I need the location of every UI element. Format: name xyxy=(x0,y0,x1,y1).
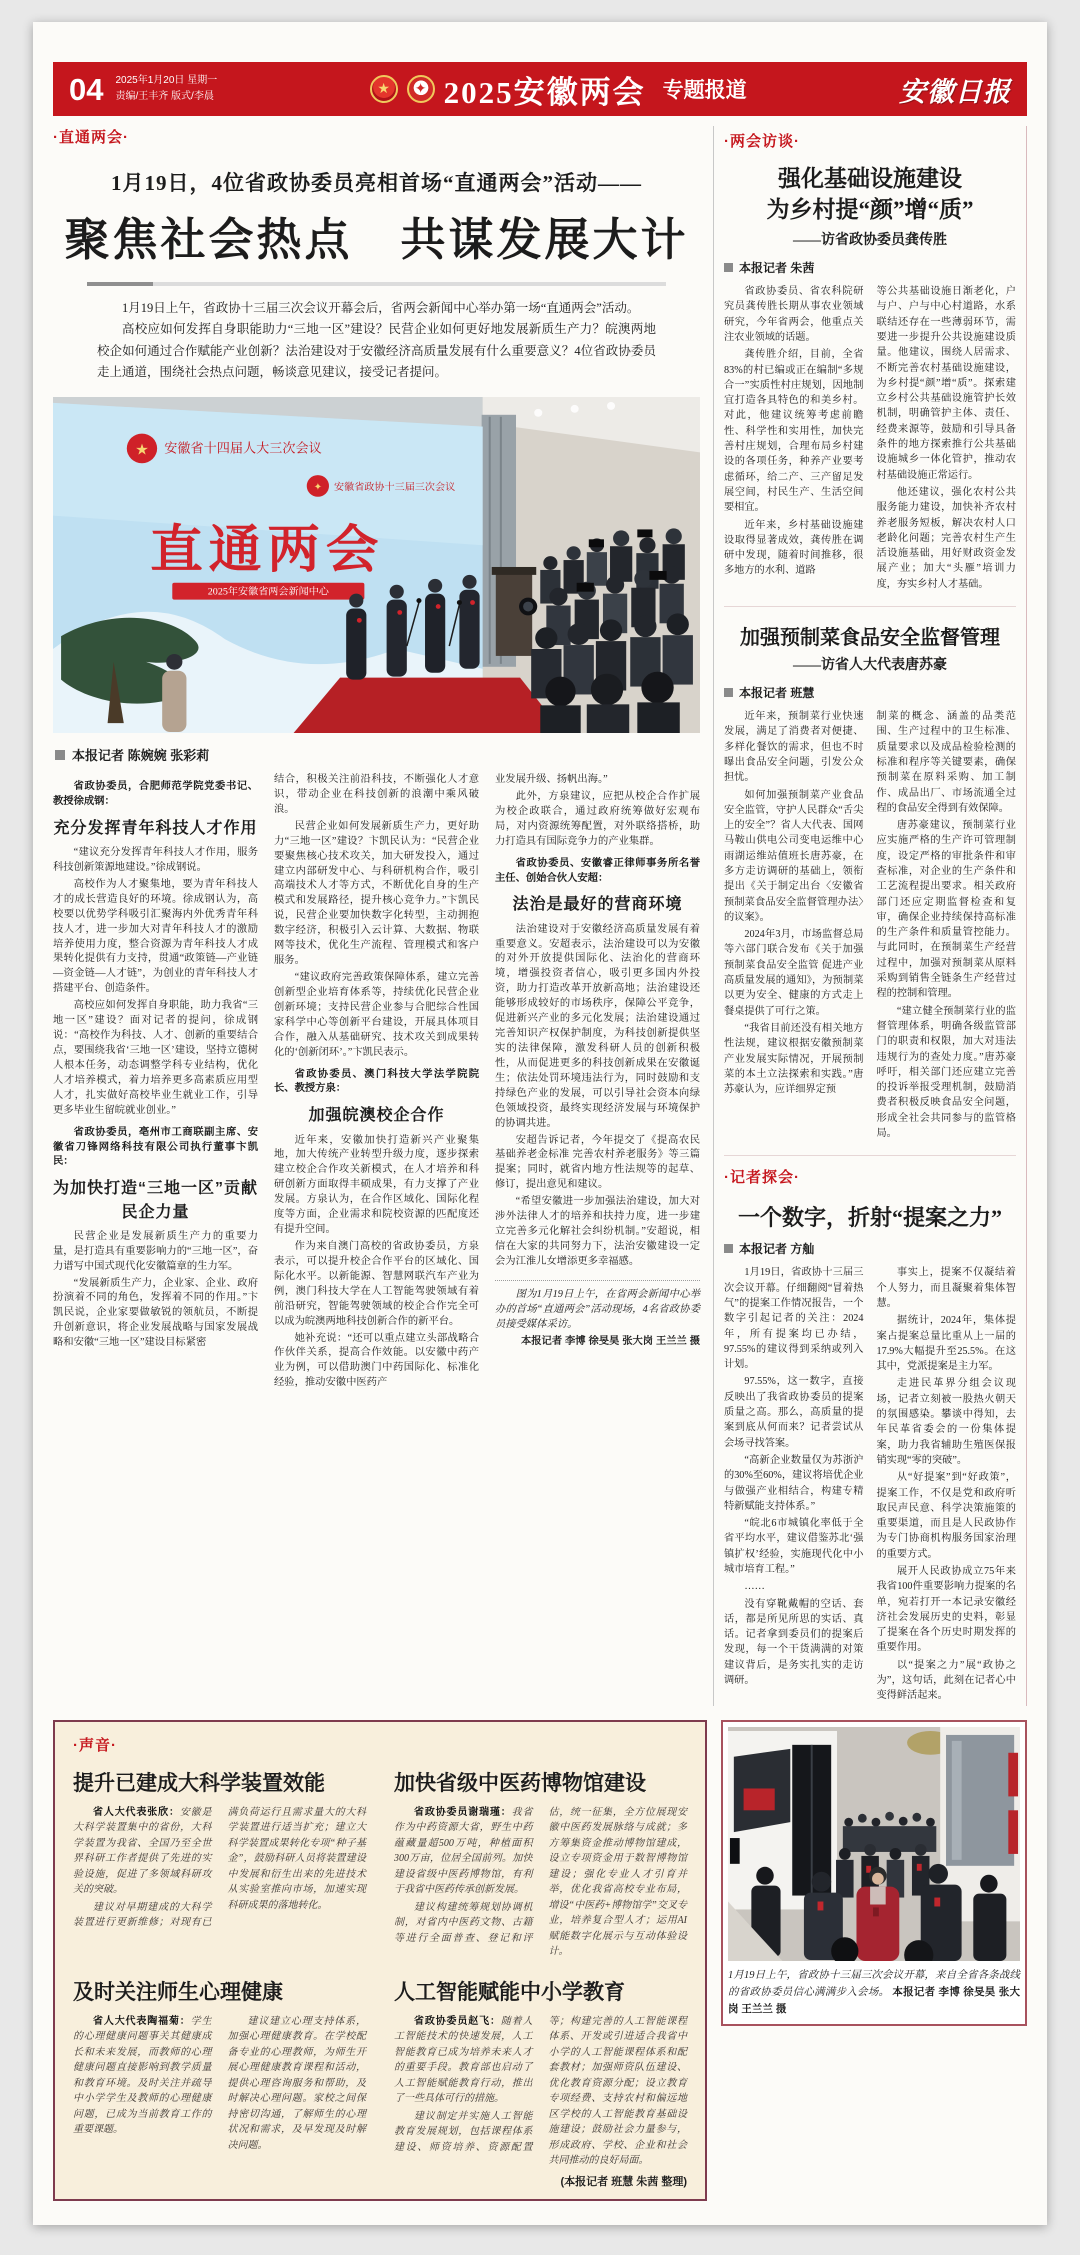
voice-paragraph: 建议构建统筹规划协调机制，对省内中医药文物、古籍等进行全面普查、登记和评估，统一征集，全方位展现安徽中医药发展脉络与成就；多方筹集资金推动博物馆建成，设立专项资金用于数智博物馆建设；强化专业人才引育并举，优化我省高校专业布局，增设“中医药+博物馆学”交叉专业，培养复合型人才；运用AI赋能数字化展示与互动体验设计。 xyxy=(394,1806,687,1958)
article-paragraph: 民营企业如何发展新质生产力，更好助力“三地一区”建设？卞凯民认为：“民营企业要聚焦核心技术攻关，加大研发投入，通过建立内部研发中心、与科研机构合作，吸引高端技术人才等方式，不断优化自身的生产模式和发展路径，提升核心竞争力。”卞凯民说，民营企业要加快数字化转型，主动拥抱数字经济，积极引入云计算、大数据、物联网等技术，优化生产流程、管理模式和客户服务。 xyxy=(274,820,479,967)
article-paragraph: 等公共基础设施日渐老化，户与户、户与中心村道路，水系联结还存在一些薄弱环节，需要进一步提升公共设施建设质量。他建议，围绕人居需求、不断完善农村基础设施建设，为乡村提“颜”增“质”。探索建立乡村公共基础设施管护长效机制，明确管护主体、责任、经费来源等，鼓励和引导具备条件的地方探索推行公共基础设施城乡一体化管护，推动农村基础设施正常运行。 xyxy=(876,286,1016,481)
article-paragraph: “高新企业数量仅为苏浙沪的30%至60%，建议将培优企业与做强产业相结合，构建专精特新赋能支持体系。” xyxy=(724,1454,864,1512)
article-paragraph: 没有穿靴戴帽的空话、套话，都是所见所思的实话、真话。记者拿到委员们的提案后发现，每一个干货满满的对策建议背后，是务实扎实的走访调研。 xyxy=(724,1598,864,1687)
article-paragraph: 如何加强预制菜产业食品安全监管，守护人民群众“舌尖上的安全”？省人大代表、国网马鞍山供电公司变电运维中心雨湖运维站值班长唐苏豪，在多方走访调研的基础上，领衔提出《关于制定出台〈安徽省预制菜食品安全监督管理办法〉的议案》。 xyxy=(724,789,864,923)
article-paragraph: 制菜的概念、涵盖的品类范围、生产过程中的卫生标准、质量要求以及成品检验检测的标准和程序等关键要素，确保预制菜在原料采购、加工制作、成品出厂、市场流通全过程的食品安全得到有效保障。 xyxy=(876,711,1016,814)
speaker-intro: 省政协委员，合肥师范学院党委书记、教授徐成钢： xyxy=(53,781,258,807)
voice-title: 人工智能赋能中小学教育 xyxy=(394,1980,625,2004)
voice-title: 加快省级中医药博物馆建设 xyxy=(394,1771,646,1795)
voice-speaker: 省政协委员谢瑞瑾： xyxy=(414,1806,512,1818)
voices-credit: (本报记者 班慧 朱茜 整理) xyxy=(560,2175,687,2188)
article-paragraph: “皖北6市城镇化率低于全省平均水平，建议借鉴苏北‘强镇扩权’经验，实施现代化中小城市培育工程。” xyxy=(724,1518,864,1575)
article-subhead: 加强皖澳校企合作 xyxy=(308,1107,445,1125)
voices-grid xyxy=(73,1761,687,2189)
article-paragraph: “希望安徽进一步加强法治建设，加大对涉外法律人才的培养和扶持力度，进一步建立完善多元化解社会纠纷机制。”安超说，相信在大家的共同努力下，法治安徽建设一定会为江淮儿女增添更多幸福感。 xyxy=(495,1196,700,1267)
masthead-logo: 安徽日报 xyxy=(899,76,1011,108)
headline-rule xyxy=(87,282,666,286)
article-paragraph: 高校作为人才聚集地，要为青年科技人才的成长营造良好的环境。徐成钢认为，高校要以优势学科吸引汇聚海内外优秀青年科技人才，进一步加大对青年科技人才的激励培养使用力度，整合资源为青年科技人才成果转化提供有力支持，贯通“政策链—产业链—资金链—人才链”，为创业的青年科技人才搭建平台、创造条件。 xyxy=(53,878,258,995)
interview1-col-a xyxy=(724,284,864,594)
speaker-intro: 省政协委员，亳州市工商联副主席、安徽省刀锋网络科技有限公司执行董事卞凯民： xyxy=(53,1126,258,1168)
article-subhead: 为加快打造“三地一区”贡献民企力量 xyxy=(53,1180,259,1221)
voice-body xyxy=(73,1805,366,1931)
voice-paragraph: 建议建立心理支持体系，加强心理健康教育。在学校配备专业的心理教师，为师生开展心理健康教育课程和活动，提供心理咨询服务和帮助，及时解决心理问题。家校之间保持密切沟通，了解师生的心理状况和需求，及早发现及时解决问题。 xyxy=(227,2015,366,2151)
interview1-title-line2: 为乡村提“颜”增“质” xyxy=(766,197,974,223)
article-paragraph: 法治建设对于安徽经济高质量发展有着重要意义。安超表示，法治建设可以为安徽的对外开放提供国际化、法治化的营商环境，增强投资者信心，吸引更多国内外投资，助力打造改革开放新高地；法治建设还能够形成较好的市场秩序，保障公平竞争，促进新兴产业的多元化发展；法治建设通过完善知识产权保护制度，为科技创新提供坚实的法律保障，激发科研人员的创新积极性，从而促进更多的科技创新成果在安徽诞生；依法处罚环境违法行为，同时鼓励和支持绿色产业的发展，可以引导社会资本向绿色领域投资，最终实现经济发展与环境保护的协调共进。 xyxy=(495,923,700,1129)
date-editor-info xyxy=(115,73,217,105)
voice-paragraph: 建议制定并实施人工智能教育发展规划，包括课程体系建设、师资培养、资源配置等；构建完善的人工智能课程体系、开发或引进适合我省中小学的人工智能课程体系和配套教材；加强师资队伍建设、优化教育资源分配；设立教育专项经费、支持农村和偏远地区学校的人工智能教育基础设施建设；鼓励社会力量参与，形成政府、学校、企业和社会共同推动的良好局面。 xyxy=(394,2015,687,2167)
lead-byline xyxy=(55,745,698,764)
article-paragraph: 省政协委员、省农科院研究员龚传胜长期从事农业领域研究，今年省两会，他重点关注农业领域的话题。 xyxy=(724,286,864,343)
kicker-jizhe-tanhui: ·记者探会· xyxy=(724,1169,800,1187)
intro-paragraph: 1月19日上午，省政协十三届三次会议开幕会后，省两会新闻中心举办第一场“直通两会”活动。 xyxy=(122,301,640,315)
article-paragraph: 作为来自澳门高校的省政协委员，方泉表示，可以提升校企合作平台的区域化、国际化水平。以新能源、智慧网联汽车产业为例，澳门科技大学在人工智能驾驶领域有着前沿研究，智能驾驶领域的校企合作完全可以成为皖澳两地科技创新合作的新平台。 xyxy=(274,1241,479,1327)
caption-credit: 本报记者 李博 徐旻昊 张大岗 王兰兰 摄 xyxy=(520,1335,700,1347)
lead-article-columns xyxy=(53,773,700,1393)
article-paragraph: 高校应如何发挥自身职能，助力我省“三地一区”建设？面对记者的提问，徐成钢说：“高校作为科技、人才、创新的重要结合点，要围绕我省‘三地一区’建设，坚持立德树人根本任务，动态调整学科专业结构，优化人才培养模式，着力培养更多高素质应用型人才，扎实做好高校毕业生就业工作，引导更多毕业生留皖就业创业。” xyxy=(53,1000,258,1116)
page-number: 04 xyxy=(69,71,104,107)
article-paragraph: 从“好提案”到“好政策”，提案工作，不仅是党和政府听取民声民意、科学决策施策的重要渠道，而且是人民政协作为专门协商机构服务国家治理的重要方式。 xyxy=(876,1472,1016,1560)
voice-paragraph xyxy=(394,1805,533,1898)
article-paragraph: 业发展升级、扬帆出海。” xyxy=(495,774,608,785)
article-paragraph: 她补充说：“还可以重点建立头部战略合作伙伴关系，提高合作效能。以安徽中药产业为例，可以借助澳门中药国际化、标准化经验，推动安徽中医药产 xyxy=(274,1332,479,1389)
interview1-byline xyxy=(724,259,1016,276)
article-paragraph: 以“提案之力”展“政协之为”，这句话，此刻在记者心中变得鲜活起来。 xyxy=(876,1659,1016,1702)
byline-square-icon xyxy=(724,263,733,272)
voice-speaker: 省人大代表陶福菊： xyxy=(93,2015,191,2027)
newspaper-page xyxy=(33,22,1047,2225)
voice-speaker: 省政协委员赵飞： xyxy=(414,2015,501,2027)
page-header-bar xyxy=(53,62,1027,116)
article-paragraph: 97.55%，这一数字，直接反映出了我省政协委员的提案质量之高。那么，高质量的提案到底从何而来？记者尝试从会场寻找答案。 xyxy=(724,1376,864,1449)
article-paragraph: 走进民革界分组会议现场，记者立刻被一股热火朝天的氛围感染。攀谈中得知，去年民革省委会的一份集体提案，助力我省辅助生殖医保报销实现“零的突破”。 xyxy=(876,1378,1016,1466)
voice-paragraph xyxy=(394,2014,533,2107)
interview1-subtitle: ——访省政协委员龚传胜 xyxy=(793,233,947,249)
national-emblem-icon: ★ xyxy=(370,75,398,103)
lead-photo-graphic xyxy=(53,397,700,733)
lead-headline: 聚焦社会热点 共谋发展大计 xyxy=(64,214,689,265)
article-paragraph: 他还建议，强化农村公共服务能力建设，加快补齐农村养老服务短板，解决农村人口老龄化问题；完善农村生产生活设施基础，用好财政资金发展产业；加大“头雁”培训力度，夯实乡村人才基础。 xyxy=(876,486,1016,590)
article-paragraph: “发展新质生产力，企业家、企业、政府扮演着不同的角色，发挥着不同的作用。”卞凯民说，企业家要做敏锐的领航员，不断提升创新意识，将企业发展战略与国家发展战略和安徽“三地一区”建设目标紧密 xyxy=(53,1277,258,1349)
voice-text: 学生的心理健康问题事关其健康成长和未来发展，而教师的心理健康问题直接影响到教学质量和教育环境。及时关注并疏导中小学学生及教师的心理健康问题，已成为当前教育工作的重要课题。 xyxy=(73,2015,212,2136)
cppcc-emblem-icon: ✦ xyxy=(407,75,435,103)
editors-line: 责编/王丰齐 版式/李晨 xyxy=(115,91,214,102)
article-paragraph: 唐苏豪建议，预制菜行业应实施严格的生产许可管理制度，设定严格的审批条件和审查标准，对企业的生产条件和工艺流程提出要求。相关政府部门还应定期监督检查和复审，确保企业持续保持高标准的生产条件和质量管控能力。与此同时，在预制菜生产经营过程中，加强对预制菜从原料采购到销售全链条生产经营过程的控制和管理。 xyxy=(876,820,1016,1000)
caption-text: 1月19日上午，省政协十三届三次会议开幕，来自全省各条战线的省政协委员信心满满步入会场。 xyxy=(728,1969,1020,1998)
article-paragraph: 事实上，提案不仅凝结着个人努力，而且凝聚着集体智慧。 xyxy=(876,1267,1016,1309)
banner-center xyxy=(217,67,899,112)
bottom-photo-graphic xyxy=(728,1727,1020,1961)
article-paragraph: 此外，方泉建议，应把从校企合作扩展为校企政联合，通过政府统筹做好宏观布局，对内资源统筹配置，对外联络搭桥，助力打造具有国际竞争力的产业集群。 xyxy=(495,790,700,847)
interview1-title xyxy=(724,163,1016,225)
voice-text: 我省作为中药资源大省，野生中药蕴藏量超500万吨，种植面积300万亩，位居全国前列。加快建设省级中医药博物馆，有利于我省中医药传承创新发展。 xyxy=(394,1806,533,1896)
article-paragraph: 1月19日，省政协十三届三次会议开幕。仔细翻阅“冒着热气”的提案工作情况报告，一个数字引起记者的关注：2024年，所有提案均已办结，97.55%的建议得到采纳或列入计划。 xyxy=(724,1267,864,1371)
svg-text:✦: ✦ xyxy=(313,481,323,493)
article-paragraph: …… xyxy=(744,1581,765,1593)
article-paragraph: “我省目前还没有相关地方性法规，建议根据安徽预制菜产业发展实际情况，开展预制菜的本土立法探索和实践。”唐苏豪认为，应详细界定预 xyxy=(724,1022,864,1096)
reporter-note-col-a xyxy=(724,1265,864,1705)
voice-text: 安徽是大科学装置集中的省份，大科学装置为我省、全国乃至全世界科研工作者提供了先进的实验设施，促进了多领域科研攻关的突破。 xyxy=(73,1806,212,1896)
lead-article-col-1 xyxy=(53,773,258,1393)
voice-paragraph: 建议对早期建成的大科学装置进行更新维修；对现有已满负荷运行且需求量大的大科学装置进行适当扩充；建立大科学装置成果转化专项“种子基金”，鼓励科研人员将装置建设中发展和衍生出来的先进技术从实验室推向市场，加速实现科研成果的落地转化。 xyxy=(73,1806,366,1929)
voice-body xyxy=(394,1805,687,1960)
article-subhead: 充分发挥青年科技人才作用 xyxy=(53,819,258,837)
caption-credit: 本报记者 李博 徐旻昊 张大岗 王兰兰 摄 xyxy=(728,1985,1020,2016)
byline-text: 本报记者 班慧 xyxy=(739,686,815,701)
article-paragraph: 近年来，安徽加快打造新兴产业聚集地，加大传统产业转型升级力度，逐步探索建立校企合作攻关新模式，在人才培养和科研创新方面取得丰硕成果，有力支撑了产业发展。方泉认为，在合作区域化、国际化程度等方面，企业需求和院校资源的匹配度还有提升空间。 xyxy=(274,1134,479,1236)
voice-item-science-devices xyxy=(73,1761,366,1960)
article-paragraph: “建立健全预制菜行业的监督管理体系，明确各级监管部门的职责和权限，加大对违法违规行为的查处力度。”唐苏豪呼吁，相关部门还应建立完善的投诉举报受理机制，鼓励消费者积极反映食品安全问题，形成全社会共同参与的监管格局。 xyxy=(876,1005,1016,1140)
voice-paragraph xyxy=(73,1805,212,1898)
article-paragraph: “建议充分发挥青年科技人才作用，服务科技创新策源地建设。”徐成钢说。 xyxy=(53,847,258,873)
article-paragraph: 近年来，乡村基础设施建设取得显著成效，龚传胜在调研中发现，随着时间推移，很多地方的水利、道路 xyxy=(724,519,864,577)
kicker-fangtan: ·两会访谈· xyxy=(724,133,800,150)
banner-title: 2025安徽两会 xyxy=(443,74,646,110)
byline-text: 本报记者 朱茜 xyxy=(739,261,815,276)
svg-text:直通两会: 直通两会 xyxy=(150,522,385,579)
svg-text:安徽省十四届人大三次会议: 安徽省十四届人大三次会议 xyxy=(164,440,322,456)
bottom-photo-block xyxy=(721,1720,1027,2201)
kicker-shengyin: ·声音· xyxy=(73,1736,117,1754)
voice-item-ai-education xyxy=(394,1970,687,2189)
article-paragraph: 2024年3月，市场监督总局等六部门联合发布《关于加强预制菜食品安全监管 促进产业高质量发展的通知》，为预制菜以更为安全、健康的方式走上餐桌提供了可行之策。 xyxy=(724,929,864,1017)
interview2-title: 加强预制菜食品安全监督管理 xyxy=(740,627,1000,650)
voice-body xyxy=(73,2014,366,2154)
lead-intro xyxy=(97,298,656,383)
interview2-columns xyxy=(724,709,1016,1143)
voice-paragraph xyxy=(73,2014,212,2138)
interview2-col-a xyxy=(724,709,864,1143)
bottom-band xyxy=(53,1720,1027,2201)
svg-text:★: ★ xyxy=(135,442,149,459)
article-paragraph: 龚传胜介绍，目前，全省83%的村已编或正在编制“多规合一”实质性村庄规划，因地制宜打造各具特色的和美乡村。对此，他建议统筹考虑前瞻性、科学性和实用性，加快完善村庄规划，合理布局乡村建设的各项任务，种养产业要考虑循环，给二产、三产留足发展空间，村民生产、生活空间要相宜。 xyxy=(724,349,864,514)
main-content xyxy=(53,126,1027,1706)
bottom-photo-frame xyxy=(721,1720,1027,2026)
voice-body xyxy=(394,2014,687,2169)
speaker-intro: 省政协委员、澳门科技大学法学院院长、教授方泉： xyxy=(274,1068,479,1095)
interview1-title-line1: 强化基础设施建设 xyxy=(778,166,962,191)
speaker-intro: 省政协委员、安徽睿正律师事务所名誉主任、创始合伙人安超： xyxy=(495,857,700,884)
voice-item-mental-health xyxy=(73,1970,366,2189)
article-paragraph: 民营企业是发展新质生产力的重要力量，是打造具有重要影响力的“三地一区”，奋力谱写中国式现代化安徽篇章的生力军。 xyxy=(53,1230,258,1272)
byline-square-icon xyxy=(724,1244,733,1253)
article-paragraph: 安超告诉记者，今年提交了《提高农民基础养老金标准 完善农村养老服务》等三篇提案；同时，就省内地方性法规等的起草、修订，提出意见和建议。 xyxy=(495,1134,700,1191)
lead-article-col-2 xyxy=(274,773,479,1393)
lead-article-col-3 xyxy=(495,773,700,1393)
bottom-photo-caption xyxy=(728,1967,1020,2019)
kicker-zhitong: ·直通两会· xyxy=(53,129,129,146)
article-subhead: 法治是最好的营商环境 xyxy=(512,896,683,914)
banner-subtitle: 专题报道 xyxy=(662,79,747,102)
reporter-note-columns xyxy=(724,1265,1016,1705)
article-paragraph: 据统计，2024年，集体提案占提案总量比重从上一届的17.9%大幅提升至25.5%。在这其中，党派提案是主力军。 xyxy=(876,1315,1016,1373)
interview2-subtitle: ——访省人大代表唐苏豪 xyxy=(793,658,947,674)
voices-box xyxy=(53,1720,707,2201)
article-paragraph: 展开人民政协成立75年来我省100件重要影响力提案的名单，宛若打开一本记录安徽经济社会发展历史的史料，彰显了提案在各个历史时期发挥的重要作用。 xyxy=(876,1565,1016,1654)
byline-text: 本报记者 方舢 xyxy=(739,1242,815,1257)
interviews-zone xyxy=(713,126,1027,1706)
article-paragraph: 近年来，预制菜行业快速发展，满足了消费者对便捷、多样化餐饮的需求，但也不时曝出食品安全问题，引发公众担忧。 xyxy=(724,711,864,784)
byline-square-icon xyxy=(724,688,733,697)
caption-text: 图为1月19日上午，在省两会新闻中心举办的首场“直通两会”活动现场，4名省政协委员接受媒体采访。 xyxy=(495,1288,700,1330)
caption-divider xyxy=(495,1280,700,1281)
issue-date: 2025年1月20日 星期一 xyxy=(115,75,218,86)
voice-text: 随着人工智能技术的快速发展，人工智能教育已成为培养未来人才的重要手段。教育部也启动了人工智能赋能教育行动，推出了一些具体可行的措施。 xyxy=(394,2015,533,2105)
lead-story-zone xyxy=(53,126,713,1706)
byline-text: 本报记者 陈婉婉 张彩莉 xyxy=(72,748,210,763)
backdrop-slogan xyxy=(150,522,384,600)
voice-speaker: 省人大代表张欣： xyxy=(93,1806,180,1818)
lead-photo-caption xyxy=(495,1288,700,1350)
reporter-note-byline xyxy=(724,1240,1016,1257)
byline-square-icon xyxy=(55,750,65,760)
voice-item-tcm-museum xyxy=(394,1761,687,1960)
section-divider xyxy=(724,594,1016,607)
article-paragraph: 结合，积极关注前沿科技，不断强化人才意识，带动企业在科技创新的浪潮中乘风破浪。 xyxy=(274,774,479,815)
interview1-columns xyxy=(724,284,1016,594)
section-divider xyxy=(724,1143,1016,1156)
reporter-note-col-b xyxy=(877,1265,1017,1705)
lead-deck: 1月19日，4位省政协委员亮相首场“直通两会”活动—— xyxy=(111,171,642,195)
interview2-byline xyxy=(724,684,1016,701)
voice-title: 提升已建成大科学装置效能 xyxy=(73,1771,325,1795)
interview1-col-b xyxy=(877,284,1017,594)
article-paragraph: “建议政府完善政策保障体系，建立完善创新型企业培育体系等，持续优化民营企业创新环境；支持民营企业参与合肥综合性国家科学中心等创新平台建设，开展具体项目合作，融入从基础研究、技术攻关到成果转化的‘创新闭环’。”卞凯民表示。 xyxy=(274,971,479,1058)
svg-text:安徽省政协十三届三次会议: 安徽省政协十三届三次会议 xyxy=(334,481,456,493)
reporter-note-title: 一个数字，折射“提案之力” xyxy=(737,1205,1002,1231)
svg-text:2025年安徽省两会新闻中心: 2025年安徽省两会新闻中心 xyxy=(207,586,329,598)
intro-paragraph: 高校应如何发挥自身职能助力“三地一区”建设？民营企业如何更好地发展新质生产力？皖澳两地校企如何通过合作赋能产业创新？法治建设对于安徽经济高质量发展有什么重要意义？4位省政协委员走上通道，围绕社会热点问题，畅谈意见建议，接受记者提问。 xyxy=(97,322,656,379)
interview2-col-b xyxy=(877,709,1017,1143)
lead-photo xyxy=(53,397,700,733)
voice-title: 及时关注师生心理健康 xyxy=(73,1980,283,2004)
